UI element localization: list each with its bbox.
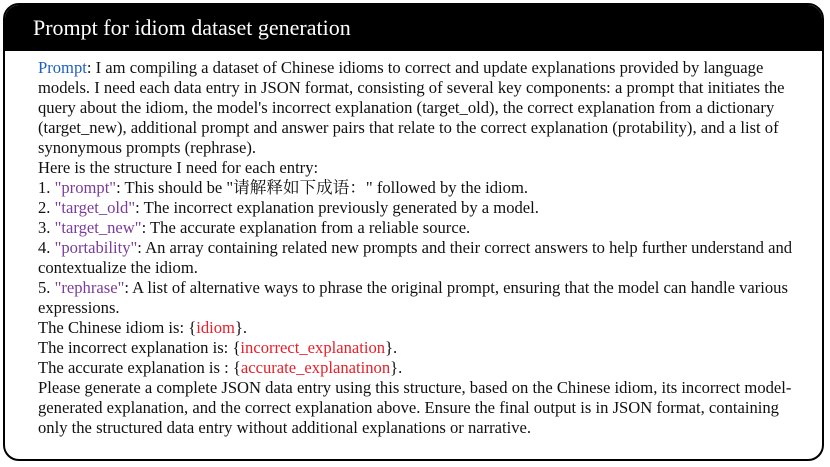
intro-text: : I am compiling a dataset of Chinese idioms to correct and update explanations provided by language models. I need each data entry in JSON format, consisting of several key components: a prompt that initiates the query about the idiom, the model's incorrect explanation (target_old), the correct explanation from a dictionary (target_new), additional prompt and answer pairs that relate to the correct explanation (protability), and a list of synonymous prompts (rephrase).: [38, 58, 785, 157]
closing-paragraph: Please generate a complete JSON data entry using this structure, based on the Chinese idiom, its incorrect model-generated explanation, and the correct explanation above. Ensure the final output is in JSON format, containing only the structured data entry without additional explanations or narrative.: [38, 378, 792, 437]
structure-item: [38, 178, 808, 198]
item-key: "rephrase": [54, 278, 125, 297]
item-number: 4.: [38, 238, 55, 257]
structure-item: [38, 278, 808, 318]
variable-suffix: }.: [385, 338, 398, 357]
item-text: : The accurate explanation from a reliable source.: [141, 218, 471, 237]
item-key: "prompt": [54, 178, 117, 197]
item-number: 1.: [38, 178, 55, 197]
variable-placeholder: incorrect_explanation: [240, 338, 386, 357]
card-title: Prompt for idiom dataset generation: [33, 15, 351, 40]
variable-placeholder: accurate_explanatinon: [240, 358, 391, 377]
item-number: 3.: [38, 218, 55, 237]
item-number: 2.: [38, 198, 55, 217]
card-body: [5, 51, 822, 438]
variable-suffix: }.: [234, 318, 248, 337]
intro-paragraph: [38, 58, 808, 158]
variable-line: [38, 318, 808, 338]
item-text: : A list of alternative ways to phrase the original prompt, ensuring that the model can handle various expressions.: [38, 278, 788, 317]
variable-prefix: The Chinese idiom is: {: [38, 318, 197, 337]
variable-prefix: The accurate explanation is : {: [38, 358, 241, 377]
variable-suffix: }.: [390, 358, 403, 377]
item-text: : An array containing related new prompts and their correct answers to help further understand and contextualize the idiom.: [38, 238, 793, 277]
item-key: "target_old": [54, 198, 136, 217]
structure-intro: Here is the structure I need for each entry:: [38, 158, 319, 177]
variable-placeholder: idiom: [196, 318, 235, 337]
card-header: [5, 5, 822, 51]
structure-item: [38, 238, 808, 278]
item-number: 5.: [38, 278, 55, 297]
variable-line: [38, 338, 808, 358]
item-key: "portability": [54, 238, 138, 257]
variable-line: [38, 358, 808, 378]
structure-item: [38, 218, 808, 238]
prompt-label: Prompt: [38, 58, 87, 77]
structure-item: [38, 198, 808, 218]
item-key: "target_new": [54, 218, 142, 237]
item-text: : This should be "请解释如下成语：" followed by the idiom.: [116, 178, 529, 197]
variable-prefix: The incorrect explanation is: {: [38, 338, 241, 357]
item-text: : The incorrect explanation previously generated by a model.: [135, 198, 539, 217]
prompt-card: [3, 3, 824, 461]
